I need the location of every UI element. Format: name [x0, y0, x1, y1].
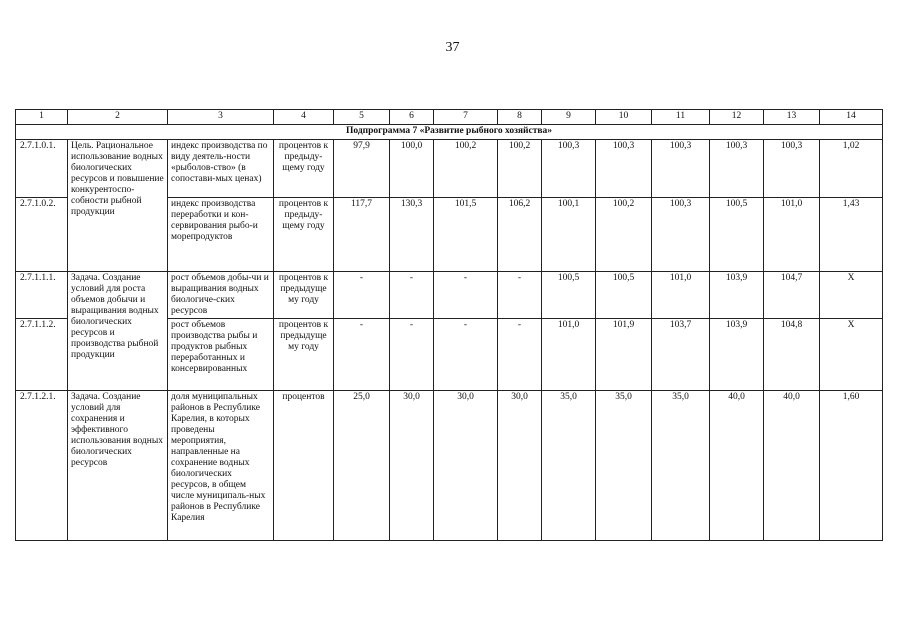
value-cell: 101,0: [764, 198, 820, 272]
value-cell: -: [498, 272, 542, 319]
value-cell: 100,3: [596, 140, 652, 198]
goal-text: Задача. Создание условий для роста объемов добычи и выращивания водных биологических ресурсов и производства рыбной продукции: [68, 272, 168, 391]
unit: процентов: [274, 391, 334, 541]
goal-text: Цель. Рациональное использование водных биологических ресурсов и повышение конкурентоспо-собности рыбной продукции: [68, 140, 168, 272]
value-cell: 30,0: [498, 391, 542, 541]
unit: процентов к предыдуще му году: [274, 319, 334, 391]
column-header: 7: [434, 110, 498, 125]
goal-text: Задача. Создание условий для сохранения и эффективного использования водных биологических ресурсов: [68, 391, 168, 541]
column-header: 5: [334, 110, 390, 125]
indicator-code: 2.7.1.0.1.: [16, 140, 68, 198]
column-header: 9: [542, 110, 596, 125]
value-cell: 101,5: [434, 198, 498, 272]
value-cell: 100,3: [710, 140, 764, 198]
value-cell: -: [434, 319, 498, 391]
column-header: 12: [710, 110, 764, 125]
value-cell: -: [498, 319, 542, 391]
value-cell: 100,1: [542, 198, 596, 272]
value-cell: 40,0: [764, 391, 820, 541]
value-cell: 40,0: [710, 391, 764, 541]
value-cell: 103,7: [652, 319, 710, 391]
unit: процентов к предыду-щему году: [274, 198, 334, 272]
indicator-table: [15, 109, 883, 541]
value-cell: 35,0: [652, 391, 710, 541]
indicator-name: доля муниципальных районов в Республике Карелия, в которых проведены мероприятия, направленные на сохранение водных биологических ресурсов, в общем числе муниципаль-ных районов в Республике Карелия: [168, 391, 274, 541]
subprogram-title: Подпрограмма 7 «Развитие рыбного хозяйства»: [16, 125, 883, 140]
indicator-name: индекс производства переработки и кон-сервирования рыбо-и морепродуктов: [168, 198, 274, 272]
unit: процентов к предыду-щему году: [274, 140, 334, 198]
column-header: 10: [596, 110, 652, 125]
subprogram-row: [16, 125, 883, 140]
value-cell: 100,3: [652, 198, 710, 272]
value-cell: 103,9: [710, 272, 764, 319]
value-cell: 104,7: [764, 272, 820, 319]
indicator-name: индекс производства по виду деятель-ности «рыболов-ство» (в сопостави-мых ценах): [168, 140, 274, 198]
value-cell: 30,0: [434, 391, 498, 541]
value-cell: 97,9: [334, 140, 390, 198]
value-cell: X: [820, 319, 883, 391]
column-header: 1: [16, 110, 68, 125]
value-cell: 117,7: [334, 198, 390, 272]
column-header: 11: [652, 110, 710, 125]
value-cell: 100,2: [498, 140, 542, 198]
value-cell: 100,3: [652, 140, 710, 198]
table-row: [16, 391, 883, 541]
value-cell: 1,02: [820, 140, 883, 198]
value-cell: 100,2: [434, 140, 498, 198]
value-cell: 25,0: [334, 391, 390, 541]
value-cell: 101,9: [596, 319, 652, 391]
value-cell: 1,60: [820, 391, 883, 541]
value-cell: 130,3: [390, 198, 434, 272]
value-cell: 104,8: [764, 319, 820, 391]
value-cell: -: [390, 319, 434, 391]
value-cell: -: [334, 319, 390, 391]
column-header: 6: [390, 110, 434, 125]
column-header: 3: [168, 110, 274, 125]
value-cell: 100,5: [596, 272, 652, 319]
indicator-code: 2.7.1.2.1.: [16, 391, 68, 541]
value-cell: 100,0: [390, 140, 434, 198]
page-number: 37: [445, 40, 460, 55]
unit: процентов к предыдуще му году: [274, 272, 334, 319]
column-header: 13: [764, 110, 820, 125]
column-header: 14: [820, 110, 883, 125]
indicator-code: 2.7.1.1.1.: [16, 272, 68, 319]
column-header: 4: [274, 110, 334, 125]
value-cell: 101,0: [542, 319, 596, 391]
value-cell: 100,5: [542, 272, 596, 319]
value-cell: 100,3: [764, 140, 820, 198]
value-cell: 35,0: [596, 391, 652, 541]
value-cell: 35,0: [542, 391, 596, 541]
indicator-code: 2.7.1.1.2.: [16, 319, 68, 391]
value-cell: 100,2: [596, 198, 652, 272]
value-cell: -: [434, 272, 498, 319]
table-row: [16, 140, 883, 198]
value-cell: -: [390, 272, 434, 319]
value-cell: 101,0: [652, 272, 710, 319]
value-cell: -: [334, 272, 390, 319]
indicator-code: 2.7.1.0.2.: [16, 198, 68, 272]
value-cell: X: [820, 272, 883, 319]
value-cell: 103,9: [710, 319, 764, 391]
value-cell: 100,3: [542, 140, 596, 198]
indicator-name: рост объемов производства рыбы и продуктов рыбных переработанных и консервированных: [168, 319, 274, 391]
column-header: 8: [498, 110, 542, 125]
value-cell: 100,5: [710, 198, 764, 272]
header-row: [16, 110, 883, 125]
value-cell: 30,0: [390, 391, 434, 541]
table-row: [16, 272, 883, 319]
indicator-name: рост объемов добы-чи и выращивания водных биологиче-ских ресурсов: [168, 272, 274, 319]
value-cell: 1,43: [820, 198, 883, 272]
column-header: 2: [68, 110, 168, 125]
table-body: [16, 110, 883, 541]
value-cell: 106,2: [498, 198, 542, 272]
